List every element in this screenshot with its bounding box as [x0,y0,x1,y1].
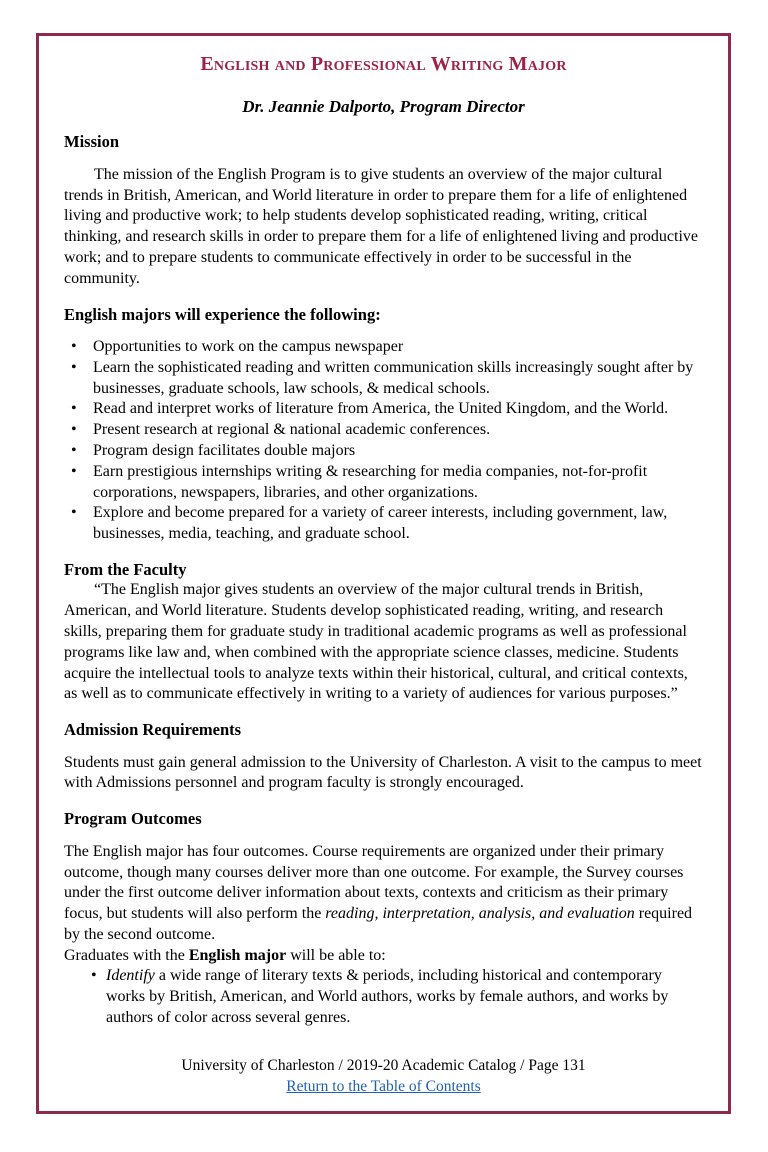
identify-rest: a wide range of literary texts & periods, including historical and contemporary works by British, American, and World authors, works by female authors, and works by authors of color across several genres. [106,967,669,1027]
experience-heading: English majors will experience the following: [64,304,381,324]
list-item-text: Read and interpret works of literature from America, the United Kingdom, and the World. [93,400,669,418]
faculty-quote: “The English major gives students an overview of the major cultural trends in British, American, and World literature. Students develop sophisticated reading, writing, and research skills, preparing them for graduate study in traditional academic programs as well as professional programs like law and, when combined with the appropriate science classes, medicine. Students acquire the intellectual tools to analyze texts within their historical, cultural, and critical contexts, as well as to communicate effectively in writing to a variety of audiences for various purposes.” [64,581,688,703]
mission-heading: Mission [64,132,120,152]
faculty-heading: From the Faculty [64,560,187,580]
bullet-icon: • [71,400,77,418]
outcomes-text-end: required by the second outcome. [64,905,693,943]
identify-italic: Identify [106,967,155,985]
program-director-line: Dr. Jeannie Dalporto, Program Director [242,97,525,116]
list-item [64,399,703,420]
list-item-text: Opportunities to work on the campus newspaper [93,338,404,356]
list-item-text: Program design facilitates double majors [93,442,356,460]
list-item [64,358,703,400]
mission-paragraph: The mission of the English Program is to give students an overview of the major cultural trends in British, American, and World literature in order to prepare them for a life of enlightened living and productive work; to help students develop sophisticated reading, writing, critical thinking, and research skills in order to prepare them for a life of enlightened living and productive work; and to prepare students to communicate effectively in order to be successful in the community. [64,165,699,287]
experience-list [64,337,703,545]
bullet-icon: • [71,358,77,376]
graduates-text-start: Graduates with the [64,946,189,964]
list-item [64,462,703,504]
bullet-icon: • [91,967,97,985]
list-item-text: Learn the sophisticated reading and written communication skills increasingly sought after by businesses, graduate schools, law schools, & medical schools. [93,358,694,397]
footer-catalog-line: University of Charleston / 2019-20 Academic Catalog / Page 131 [181,1057,586,1075]
page-footer [64,1056,703,1101]
bullet-icon: • [71,442,77,460]
graduates-text-bold: English major [188,946,287,964]
list-item-text: Earn prestigious internships writing & researching for media companies, not-for-profit corporations, newspapers, libraries, and other organizations. [93,462,648,501]
list-item [64,441,703,462]
list-item [64,337,703,358]
page-border-frame [36,33,731,1114]
admission-heading: Admission Requirements [64,720,242,740]
outcomes-text-italic: reading, interpretation, analysis, and evaluation [325,905,635,923]
graduates-text-end: will be able to: [286,946,386,964]
bullet-icon: • [71,421,77,439]
list-item-text: Explore and become prepared for a variety of career interests, including government, law, businesses, media, teaching, and graduate school. [93,504,668,543]
list-item [91,966,703,1028]
outcomes-paragraph [64,842,703,946]
return-to-toc-link[interactable]: Return to the Table of Contents [286,1077,481,1095]
bullet-icon: • [71,504,77,522]
list-item [64,420,703,441]
graduates-line [64,946,703,967]
list-item-text [106,966,703,1028]
admission-paragraph: Students must gain general admission to the University of Charleston. A visit to the campus to meet with Admissions personnel and program faculty is strongly encouraged. [64,753,702,792]
page-title: English and Professional Writing Major [200,53,567,75]
list-item [64,503,703,545]
outcomes-heading: Program Outcomes [64,809,202,829]
outcomes-list [64,966,703,1028]
list-item-text: Present research at regional & national academic conferences. [93,421,491,439]
bullet-icon: • [71,338,77,356]
outcomes-text-start: The English major has four outcomes. Course requirements are organized under their primary outcome, though many courses deliver more than one outcome. For example, the Survey courses under the first outcome deliver information about texts, contexts and criticism as their primary focus, but students will also perform the [64,842,684,923]
bullet-icon: • [71,462,77,480]
